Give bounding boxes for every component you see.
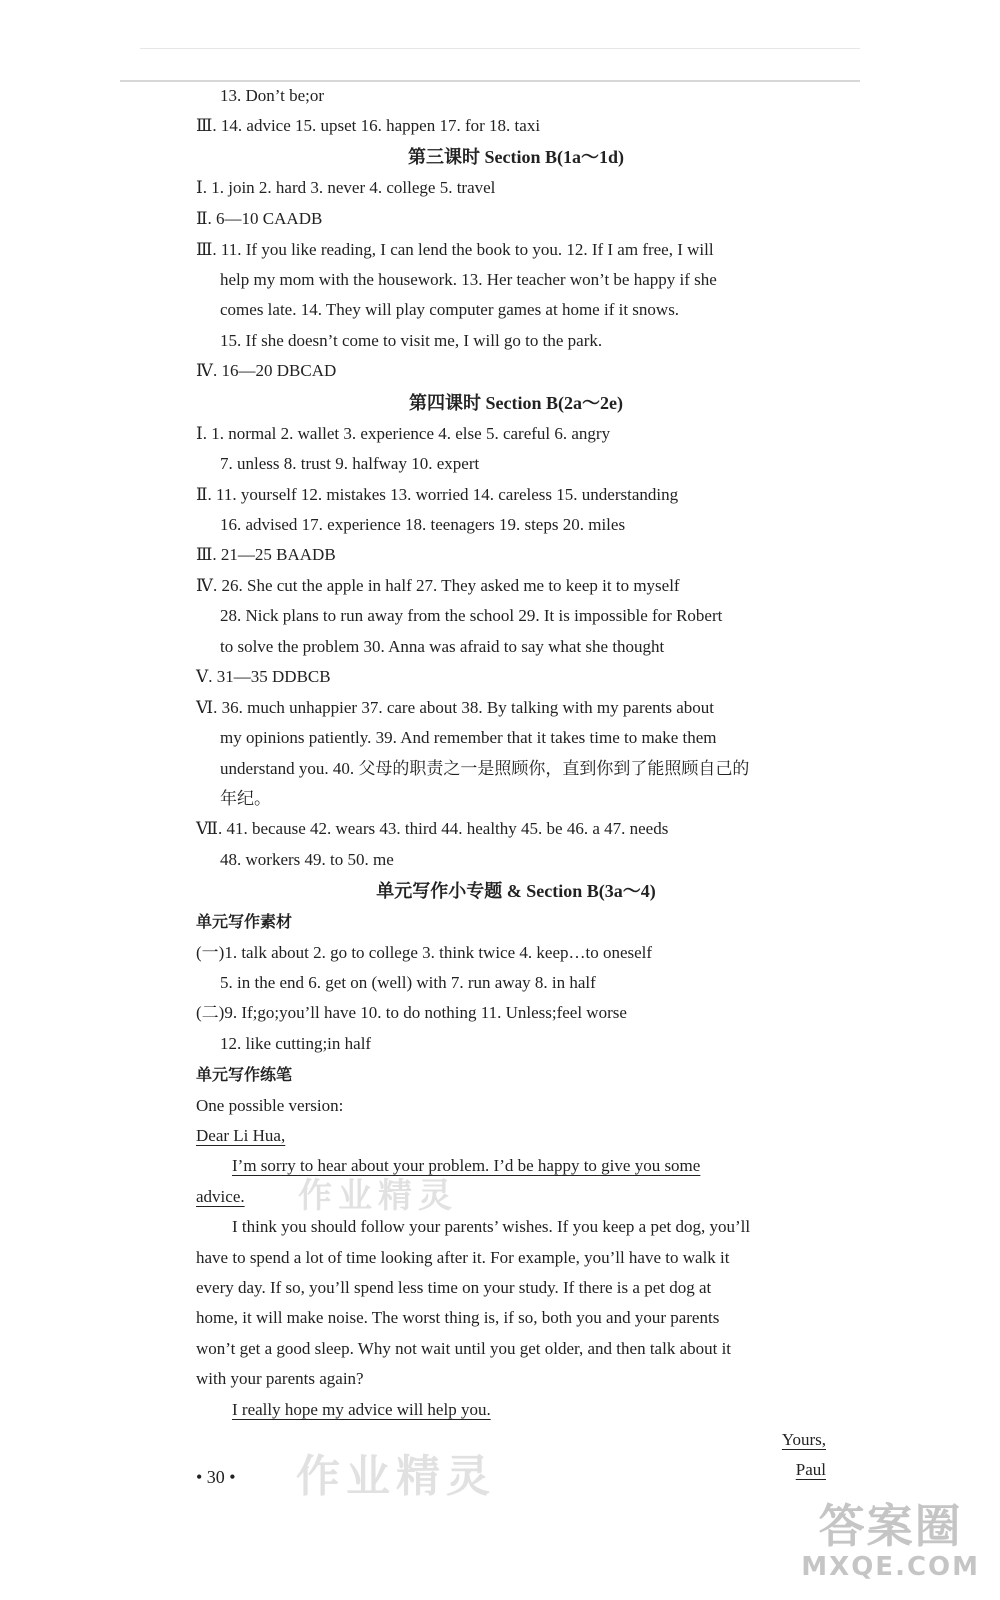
- answer-line: comes late. 14. They will play computer games at home if it snows.: [220, 300, 680, 319]
- essay-salutation: Dear Li Hua,: [196, 1126, 286, 1145]
- answer-line: Ⅰ. 1. join 2. hard 3. never 4. college 5. travel: [196, 178, 496, 197]
- essay-line: home, it will make noise. The worst thing is, if so, both you and your parents: [196, 1308, 720, 1327]
- essay-closing: I really hope my advice will help you.: [232, 1400, 491, 1419]
- answer-line: Ⅳ. 16—20 DBCAD: [196, 361, 337, 380]
- answer-line: 48. workers 49. to 50. me: [220, 850, 394, 869]
- answer-line: Ⅲ. 14. advice 15. upset 16. happen 17. for 18. taxi: [196, 116, 541, 135]
- answer-line: (一)1. talk about 2. go to college 3. think twice 4. keep…to oneself: [196, 943, 653, 962]
- watermark: 作业精灵: [296, 1451, 496, 1502]
- answer-line: 28. Nick plans to run away from the school 29. It is impossible for Robert: [220, 606, 723, 625]
- watermark: 作业精灵: [298, 1176, 458, 1216]
- subsection-heading: 单元写作练笔: [196, 1065, 293, 1084]
- answer-line: understand you. 40. 父母的职责之一是照顾你，直到你到了能照顾自己的: [220, 759, 750, 778]
- answer-line: 7. unless 8. trust 9. halfway 10. expert: [220, 454, 480, 473]
- essay-line: advice.: [196, 1187, 245, 1206]
- answer-line: Ⅲ. 11. If you like reading, I can lend the book to you. 12. If I am free, I will: [196, 240, 714, 259]
- essay-line: One possible version:: [196, 1096, 344, 1115]
- essay-signoff: Yours,: [781, 1430, 826, 1449]
- answer-line: Ⅶ. 41. because 42. wears 43. third 44. healthy 45. be 46. a 47. needs: [196, 819, 669, 838]
- page-number: • 30 •: [196, 1467, 236, 1487]
- answer-line: Ⅵ. 36. much unhappier 37. care about 38. By talking with my parents about: [196, 698, 715, 717]
- essay-line: every day. If so, you’ll spend less time on your study. If there is a pet dog at: [196, 1278, 712, 1297]
- answer-line: Ⅴ. 31—35 DDBCB: [196, 667, 331, 686]
- answer-line: Ⅳ. 26. She cut the apple in half 27. They asked me to keep it to myself: [196, 576, 680, 595]
- site-watermark: [801, 1500, 980, 1582]
- essay-line: I’m sorry to hear about your problem. I’d be happy to give you some: [232, 1156, 701, 1175]
- essay-line: I think you should follow your parents’ wishes. If you keep a pet dog, you’ll: [232, 1217, 751, 1236]
- answer-line: 5. in the end 6. get on (well) with 7. run away 8. in half: [220, 973, 596, 992]
- answer-line: Ⅱ. 11. yourself 12. mistakes 13. worried 14. careless 15. understanding: [196, 485, 679, 504]
- essay-line: with your parents again?: [196, 1369, 364, 1388]
- answer-line: Ⅰ. 1. normal 2. wallet 3. experience 4. else 5. careful 6. angry: [196, 424, 611, 443]
- essay-line: have to spend a lot of time looking after it. For example, you’ll have to walk it: [196, 1248, 730, 1267]
- essay-line: won’t get a good sleep. Why not wait until you get older, and then talk about it: [196, 1339, 732, 1358]
- header-rule-top: [140, 48, 860, 49]
- section-heading: 第三课时 Section B(1a～1d): [408, 147, 624, 167]
- answer-line: to solve the problem 30. Anna was afraid to say what she thought: [220, 637, 665, 656]
- subsection-heading: 单元写作素材: [196, 912, 293, 931]
- answer-line: 年纪。: [220, 789, 271, 808]
- header-rule: [120, 80, 860, 82]
- site-logo: 答案圈: [818, 1499, 963, 1553]
- site-url: MXQE.COM: [801, 1552, 980, 1582]
- answer-line: Ⅱ. 6—10 CAADB: [196, 209, 323, 228]
- answer-line: my opinions patiently. 39. And remember that it takes time to make them: [220, 728, 717, 747]
- answer-line: 16. advised 17. experience 18. teenagers 19. steps 20. miles: [220, 515, 626, 534]
- answer-line: 15. If she doesn’t come to visit me, I will go to the park.: [220, 331, 603, 350]
- answer-line: help my mom with the housework. 13. Her teacher won’t be happy if she: [220, 270, 717, 289]
- answer-line: 12. like cutting;in half: [220, 1034, 372, 1053]
- section-heading: 第四课时 Section B(2a～2e): [409, 393, 623, 413]
- answer-line: (二)9. If;go;you’ll have 10. to do nothing 11. Unless;feel worse: [196, 1003, 627, 1022]
- answer-line: 13. Don’t be;or: [220, 86, 325, 105]
- section-heading: 单元写作小专题 & Section B(3a～4): [376, 881, 656, 901]
- essay-signature: Paul: [795, 1460, 826, 1479]
- answer-line: Ⅲ. 21—25 BAADB: [196, 545, 336, 564]
